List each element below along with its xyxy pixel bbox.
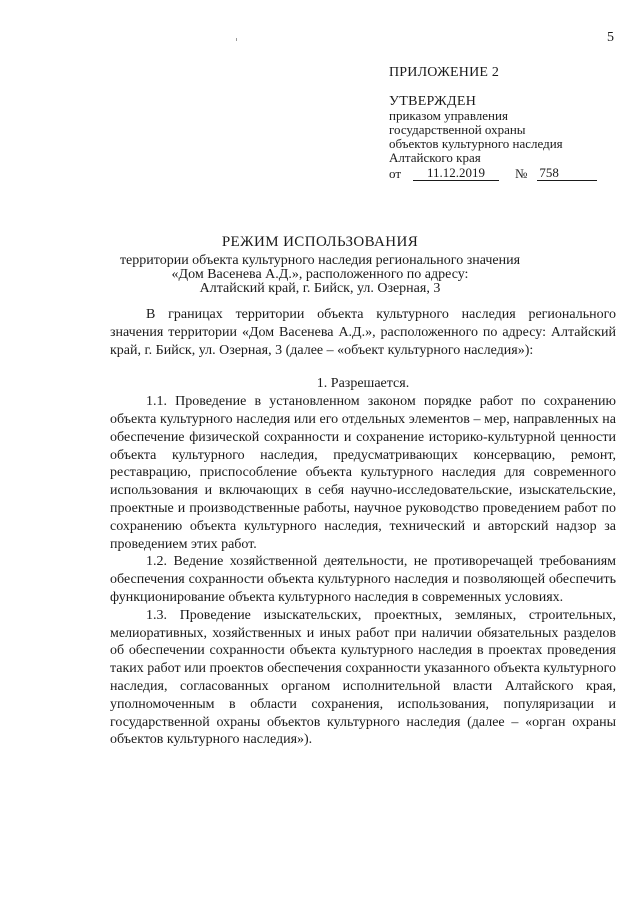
title-line: «Дом Васенева А.Д.», расположенного по адресу:: [171, 267, 469, 282]
section-heading: 1. Разрешается.: [316, 376, 410, 392]
scan-speck: [236, 38, 237, 41]
title-main: РЕЖИМ ИСПОЛЬЗОВАНИЯ: [221, 234, 419, 250]
item-paragraph: 1.1. Проведение в установленном законом порядке работ по сохранению объекта культурного наследия или его отдельных элементов – мер, направленных на обеспечение физической сохранности и сохранение историко-культурной ценности объекта культурного наследия, предусматривающих консервацию, ремонт, реставрацию, приспособление объекта культурного наследия для современного использования и включающих в себя научно-исследовательские, изыскательские, проектные и производственные работы, научное руководство проведением работ по сохранению объекта культурного наследия, технический и авторский надзор за проведением этих работ.: [110, 394, 616, 552]
intro-paragraph: В границах территории объекта культурного наследия регионального значения территории «Дом Васенева А.Д.», расположенного по адресу: Алтайский край, г. Бийск, ул. Озерная, 3 (далее – «объект культурного наследия»):: [110, 307, 616, 358]
approval-line: приказом управления: [389, 108, 508, 123]
approval-line: Алтайского края: [389, 150, 481, 165]
number-sign: №: [515, 166, 528, 181]
approval-block: [389, 66, 619, 181]
title-line: Алтайский край, г. Бийск, ул. Озерная, 3: [199, 281, 441, 296]
approval-line: объектов культурного наследия: [389, 136, 563, 151]
order-number: 758: [537, 166, 597, 181]
document-body: [110, 306, 616, 749]
document-title: [0, 234, 640, 296]
approval-line: государственной охраны: [389, 122, 526, 137]
item-paragraph: 1.2. Ведение хозяйственной деятельности, не противоречащей требованиям обеспечения сохранности объекта культурного наследия и позволяющей обеспечить функционирование объекта культурного наследия в современных условиях.: [110, 554, 616, 605]
appendix-label: ПРИЛОЖЕНИЕ 2: [389, 65, 500, 80]
approved-label: УТВЕРЖДЕН: [389, 94, 477, 109]
order-details: [389, 166, 619, 181]
from-label: от: [389, 166, 402, 181]
item-paragraph: 1.3. Проведение изыскательских, проектных, земляных, строительных, мелиоративных, хозяйственных и иных работ при наличии обязательных разделов об обеспечении сохранности объекта культурного наследия в проектах проведения таких работ или проектов обеспечения сохранности указанного объекта культурного наследия, согласованных органом исполнительной власти Алтайского края, уполномоченным в области сохранения, использования, популяризации и государственной охраны объектов культурного наследия (далее – «орган охраны объектов культурного наследия»).: [110, 607, 616, 748]
title-line: территории объекта культурного наследия регионального значения: [119, 253, 521, 268]
page-number: 5: [607, 30, 614, 45]
order-date: 11.12.2019: [413, 166, 499, 181]
